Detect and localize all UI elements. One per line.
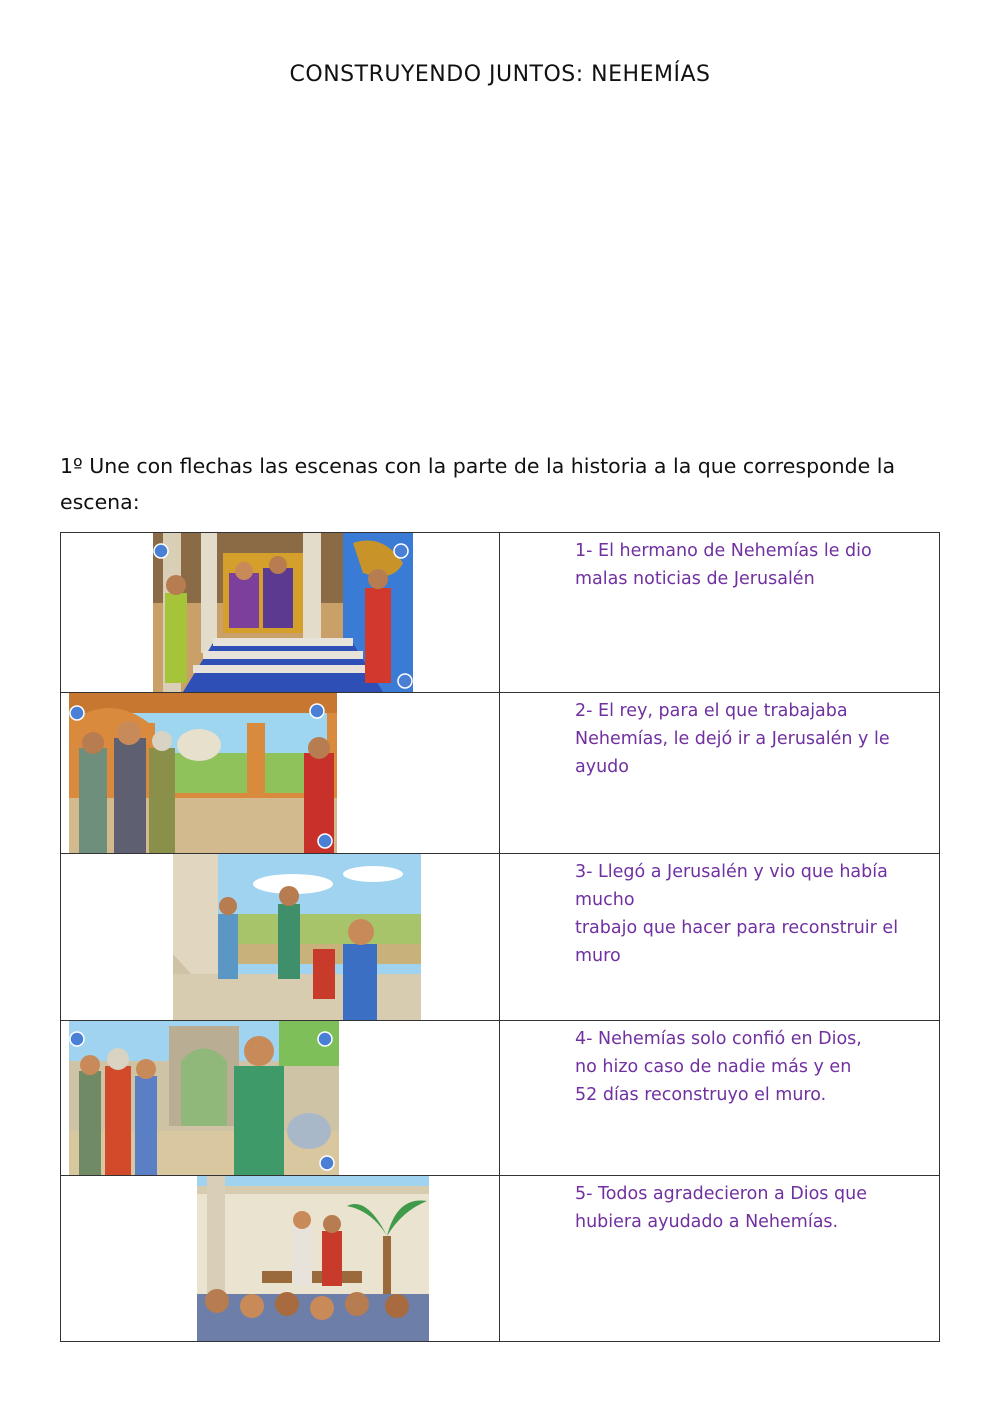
table-row: [61, 854, 940, 1021]
wall-celebration-scene-image[interactable]: [197, 1176, 429, 1341]
text-cell: [500, 1021, 940, 1176]
throne-room-scene-image[interactable]: [153, 533, 413, 692]
page-title: CONSTRUYENDO JUNTOS: NEHEMÍAS: [289, 62, 711, 87]
text-cell: [500, 693, 940, 854]
arches-garden-scene-image[interactable]: [69, 693, 337, 853]
table-row: [61, 1176, 940, 1342]
story-part-2: 2- El rey, para el que trabajaba Nehemías, le dejó ir a Jerusalén y le ayudo: [575, 701, 890, 777]
story-part-1: 1- El hermano de Nehemías le dio malas noticias de Jerusalén: [575, 541, 872, 589]
text-cell: [500, 1176, 940, 1342]
table-row: [61, 693, 940, 854]
image-cell: [61, 854, 500, 1021]
story-part-3: 3- Llegó a Jerusalén y vio que había mucho trabajo que hacer para reconstruir el muro: [575, 862, 899, 966]
instruction-text: 1º Une con flechas las escenas con la parte de la historia a la que corresponde la escena:: [60, 454, 896, 514]
image-cell: [61, 693, 500, 854]
image-cell: [61, 1176, 500, 1342]
image-cell: [61, 1021, 500, 1176]
story-part-4: 4- Nehemías solo confió en Dios, no hizo caso de nadie más y en 52 días reconstruyo el muro.: [575, 1029, 862, 1105]
text-cell: [500, 533, 940, 693]
story-part-5: 5- Todos agradecieron a Dios que hubiera ayudado a Nehemías.: [575, 1184, 867, 1232]
table-row: [61, 533, 940, 693]
image-cell: [61, 533, 500, 693]
table-row: [61, 1021, 940, 1176]
ruined-gate-scene-image[interactable]: [69, 1021, 339, 1175]
matching-table: [60, 532, 940, 1342]
text-cell: [500, 854, 940, 1021]
overlook-valley-scene-image[interactable]: [173, 854, 421, 1020]
